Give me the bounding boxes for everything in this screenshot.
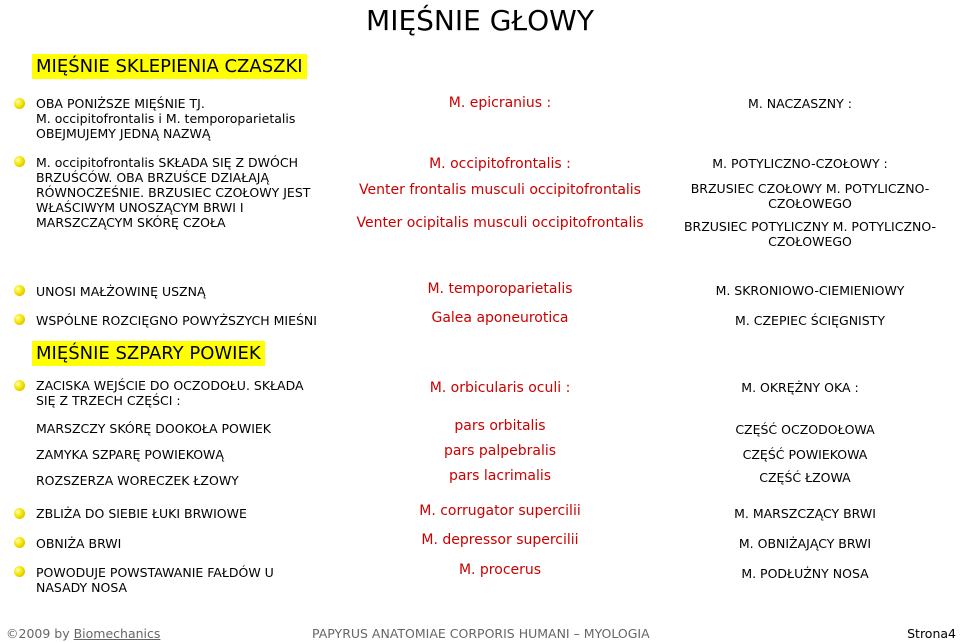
latin-name-r5: M. orbicularis oculi : <box>429 380 571 396</box>
latin-part-lacrimalis: pars lacrimalis <box>448 468 552 484</box>
polish-subname-r2-a: BRZUSIEC CZOŁOWY M. POTYLICZNO- CZOŁOWEGO <box>690 181 930 211</box>
polish-name-r8: M. OBNIŻAJĄCY BRWI <box>738 536 872 551</box>
page-title: MIĘŚNIE GŁOWY <box>366 4 594 37</box>
description-r6-b: ZAMYKA SZPARĘ POWIEKOWĄ <box>36 447 224 462</box>
bullet-icon <box>14 285 25 296</box>
polish-name-r7: M. MARSZCZĄCY BRWI <box>734 506 876 521</box>
bullet-icon <box>14 380 25 391</box>
footer-copyright: ©2009 by Biomechanics <box>6 626 161 641</box>
polish-part-lacrimalis: CZĘŚĆ ŁZOWA <box>759 470 851 485</box>
latin-part-orbitalis: pars orbitalis <box>454 418 546 434</box>
description-r3: UNOSI MAŁŻOWINĘ USZNĄ <box>36 284 206 299</box>
description-r6-a: MARSZCZY SKÓRĘ DOOKOŁA POWIEK <box>36 421 271 436</box>
description-r4: WSPÓLNE ROZCIĘGNO POWYŻSZYCH MIEŚNI <box>36 313 317 328</box>
polish-name-r3: M. SKRONIOWO-CIEMIENIOWY <box>715 283 905 298</box>
page-number: Strona4 <box>907 626 956 641</box>
description-r9: POWODUJE POWSTAWANIE FAŁDÓW U NASADY NOSA <box>36 565 274 595</box>
bullet-icon <box>14 537 25 548</box>
description-r5: ZACISKA WEJŚCIE DO OCZODOŁU. SKŁADA SIĘ Z TRZECH CZĘŚCI : <box>36 378 304 408</box>
description-r1: OBA PONIŻSZE MIĘŚNIE TJ. M. occipitofrontalis i M. temporoparietalis OBEJMUJEMY JEDNĄ NAZWĄ <box>36 96 296 141</box>
latin-name-r4: Galea aponeurotica <box>431 310 569 326</box>
bullet-icon <box>14 98 25 109</box>
polish-name-r5: M. OKRĘŻNY OKA : <box>741 380 859 395</box>
polish-part-orbitalis: CZĘŚĆ OCZODOŁOWA <box>735 422 875 437</box>
latin-name-r3: M. temporoparietalis <box>427 281 573 297</box>
latin-name-r7: M. corrugator supercilii <box>419 503 581 519</box>
description-r8: OBNIŻA BRWI <box>36 536 122 551</box>
polish-name-r1: M. NACZASZNY : <box>748 96 852 111</box>
section-heading-eyelids: MIĘŚNIE SZPARY POWIEK <box>32 341 265 366</box>
latin-subname-r2-a: Venter frontalis musculi occipitofrontalis <box>359 182 641 198</box>
latin-name-r8: M. depressor supercilii <box>421 532 579 548</box>
polish-part-palpebralis: CZĘŚĆ POWIEKOWA <box>742 447 868 462</box>
section-heading-skull: MIĘŚNIE SKLEPIENIA CZASZKI <box>32 54 307 79</box>
latin-name-r2: M. occipitofrontalis : <box>429 156 571 172</box>
polish-name-r9: M. PODŁUŻNY NOSA <box>741 566 869 581</box>
latin-part-palpebralis: pars palpebralis <box>443 443 557 459</box>
bullet-icon <box>14 566 25 577</box>
description-r2: M. occipitofrontalis SKŁADA SIĘ Z DWÓCH BRZUŚCÓW. OBA BRZUŚCE DZIAŁAJĄ RÓWNOCZEŚNIE. BRZUSIEC CZOŁOWY JEST WŁAŚCIWYM UNOSZĄCYM BRWI I MARSZCZĄCYM SKÓRĘ CZOŁA <box>36 155 311 230</box>
bullet-icon <box>14 508 25 519</box>
latin-name-r9: M. procerus <box>458 562 542 578</box>
polish-name-r4: M. CZEPIEC ŚCIĘGNISTY <box>735 313 885 328</box>
polish-name-r2: M. POTYLICZNO-CZOŁOWY : <box>712 156 888 171</box>
bullet-icon <box>14 314 25 325</box>
footer-center-text: PAPYRUS ANATOMIAE CORPORIS HUMANI – MYOLOGIA <box>312 626 650 641</box>
latin-name-r1: M. epicranius : <box>448 95 552 111</box>
bullet-icon <box>14 156 25 167</box>
description-r6-c: ROZSZERZA WORECZEK ŁZOWY <box>36 473 239 488</box>
author-link[interactable]: Biomechanics <box>73 626 161 641</box>
footer <box>0 624 960 642</box>
latin-subname-r2-b: Venter ocipitalis musculi occipitofrontalis <box>356 215 644 231</box>
description-r7: ZBLIŻA DO SIEBIE ŁUKI BRWIOWE <box>36 506 247 521</box>
polish-subname-r2-b: BRZUSIEC POTYLICZNY M. POTYLICZNO- CZOŁOWEGO <box>683 219 937 249</box>
